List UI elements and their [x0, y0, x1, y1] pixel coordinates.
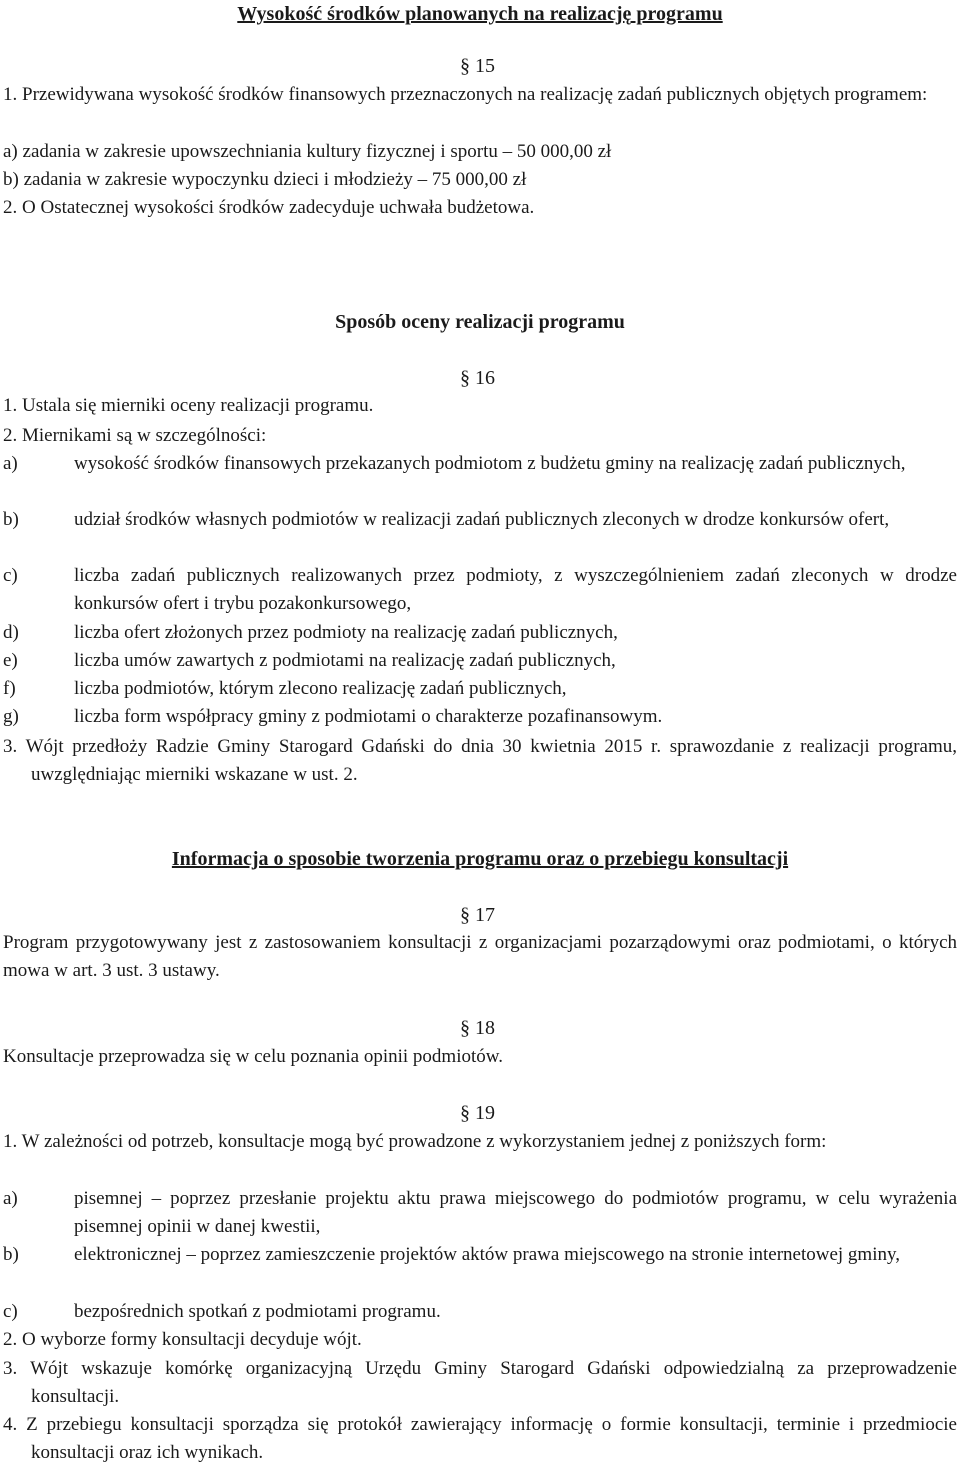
heading-funds: Wysokość środków planowanych na realizację programu [237, 3, 723, 25]
section-16-item [3, 647, 957, 675]
section-16-point-1: 1. Ustala się mierniki oceny realizacji programu. [3, 395, 374, 416]
item-text: liczba ofert złożonych przez podmioty na realizację zadań publicznych, [74, 622, 618, 643]
item-text: elektronicznej – poprzez zamieszczenie projektów aktów prawa miejscowego na stronie internetowej gminy, [74, 1244, 900, 1265]
item-text: wysokość środków finansowych przekazanych podmiotom z budżetu gminy na realizację zadań publicznych, [74, 453, 906, 474]
item-text: liczba zadań publicznych realizowanych przez podmioty, z wyszczególnieniem zadań zleconych w drodze konkursów ofert i trybu pozakonkursowego, [74, 565, 957, 614]
item-text: pisemnej – poprzez przesłanie projektu aktu prawa miejscowego do podmiotów programu, w celu wyrażenia pisemnej opinii w danej kwestii, [74, 1188, 957, 1237]
section-15-item-a: a) zadania w zakresie upowszechniania kultury fizycznej i sportu – 50 000,00 zł [3, 141, 612, 162]
item-text: liczba umów zawartych z podmiotami na realizację zadań publicznych, [74, 650, 616, 671]
section-16-item [3, 450, 957, 478]
item-text: liczba form współpracy gminy z podmiotami o charakterze pozafinansowym. [74, 706, 663, 727]
section-19-point-4: 4. Z przebiegu konsultacji sporządza się protokół zawierający informację o formie konsultacji, terminie i przedmiocie konsultacji oraz ich wynikach. [3, 1414, 957, 1463]
item-label: a) [3, 1188, 18, 1209]
section-17-text: Program przygotowywany jest z zastosowaniem konsultacji z organizacjami pozarządowymi oraz podmiotami, o których mowa w art. 3 ust. 3 ustawy. [3, 932, 957, 981]
section-19-point-3: 3. Wójt wskazuje komórkę organizacyjną Urzędu Gminy Starogard Gdański odpowiedzialną za przeprowadzenie konsultacji. [3, 1358, 957, 1407]
section-16-item [3, 506, 957, 534]
item-text: udział środków własnych podmiotów w realizacji zadań publicznych zleconych w drodze konkursów ofert, [74, 509, 890, 530]
heading-evaluation: Sposób oceny realizacji programu [335, 311, 625, 333]
item-label: c) [3, 565, 18, 586]
section-16-item [3, 675, 957, 703]
item-text: bezpośrednich spotkań z podmiotami programu. [74, 1301, 441, 1322]
section-16-item [3, 703, 957, 731]
item-label: f) [3, 678, 16, 699]
section-15-number: § 15 [460, 55, 495, 77]
section-15-point-2: 2. O Ostatecznej wysokości środków zadecyduje uchwała budżetowa. [3, 197, 535, 218]
section-16-item [3, 562, 957, 618]
section-17-number: § 17 [460, 904, 495, 926]
section-19-point-2: 2. O wyborze formy konsultacji decyduje wójt. [3, 1329, 362, 1350]
item-label: b) [3, 509, 19, 530]
section-19-point-1: 1. W zależności od potrzeb, konsultacje mogą być prowadzone z wykorzystaniem jednej z poniższych form: [3, 1131, 827, 1152]
item-label: a) [3, 453, 18, 474]
section-19-number: § 19 [460, 1102, 495, 1124]
section-18-text: Konsultacje przeprowadza się w celu poznania opinii podmiotów. [3, 1046, 504, 1067]
item-label: d) [3, 622, 19, 643]
section-16-item [3, 619, 957, 647]
section-16-point-2: 2. Miernikami są w szczególności: [3, 425, 267, 446]
section-15-point-1: 1. Przewidywana wysokość środków finansowych przeznaczonych na realizację zadań publicznych objętych programem: [3, 84, 928, 105]
section-18-number: § 18 [460, 1017, 495, 1039]
heading-consultations: Informacja o sposobie tworzenia programu oraz o przebiegu konsultacji [171, 848, 789, 870]
section-19-item [3, 1241, 957, 1269]
section-19-item [3, 1185, 957, 1241]
item-label: c) [3, 1301, 18, 1322]
item-label: g) [3, 706, 19, 727]
item-text: liczba podmiotów, którym zlecono realizację zadań publicznych, [74, 678, 567, 699]
section-15-item-b: b) zadania w zakresie wypoczynku dzieci i młodzieży – 75 000,00 zł [3, 169, 527, 190]
section-19-item [3, 1298, 957, 1326]
section-16-point-3: 3. Wójt przedłoży Radzie Gminy Starogard Gdański do dnia 30 kwietnia 2015 r. sprawozdanie z realizacji programu, uwzględniając mierniki wskazane w ust. 2. [3, 736, 957, 785]
section-16-number: § 16 [460, 367, 495, 389]
item-label: b) [3, 1244, 19, 1265]
item-label: e) [3, 650, 18, 671]
